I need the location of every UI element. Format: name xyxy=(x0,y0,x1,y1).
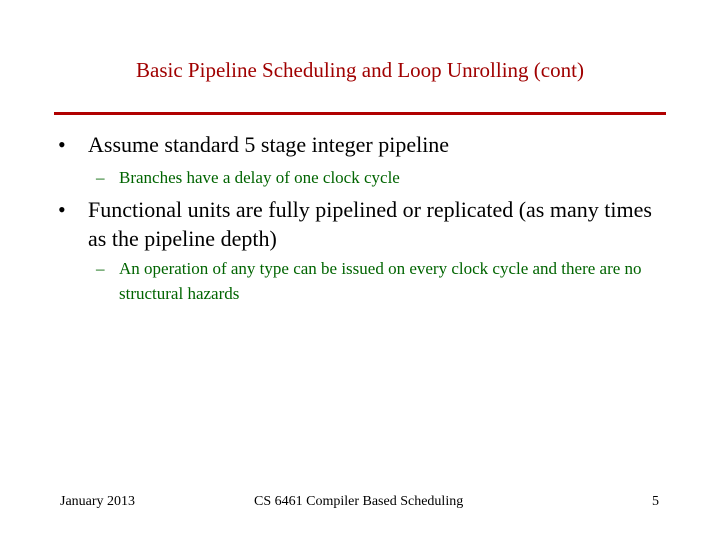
title-divider xyxy=(54,112,666,115)
slide-title: Basic Pipeline Scheduling and Loop Unrolling (cont) xyxy=(136,58,584,82)
footer-page-number: 5 xyxy=(652,494,659,509)
bullet-marker: • xyxy=(58,197,66,222)
sub-bullet-marker: – xyxy=(96,168,105,187)
footer-course: CS 6461 Compiler Based Scheduling xyxy=(254,494,464,509)
sub-bullet-marker: – xyxy=(96,259,105,278)
bullet-text: Functional units are fully pipelined or replicated (as many times as the pipeline depth) xyxy=(88,197,652,251)
sub-bullet-text: Branches have a delay of one clock cycle xyxy=(119,168,400,187)
sub-bullet-text: An operation of any type can be issued on every clock cycle and there are no structural hazards xyxy=(119,259,642,303)
bullet-marker: • xyxy=(58,132,66,157)
footer-date: January 2013 xyxy=(60,494,136,509)
bullet-text: Assume standard 5 stage integer pipeline xyxy=(88,132,450,157)
